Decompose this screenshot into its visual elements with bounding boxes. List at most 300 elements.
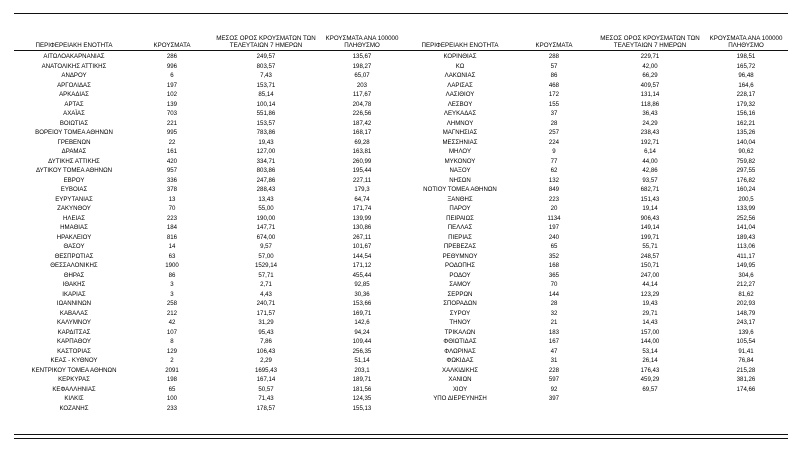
cell-per100k: 130,86 bbox=[352, 224, 372, 231]
cell-avg7: 153,57 bbox=[256, 119, 276, 127]
cell-region: ΕΥΡΥΤΑΝΙΑΣ bbox=[55, 195, 93, 203]
cell-cases: 198 bbox=[166, 376, 178, 383]
cell-region: ΤΡΙΚΑΛΩΝ bbox=[444, 328, 476, 336]
cell-per100k: 101,67 bbox=[352, 243, 372, 250]
cell-per100k: 179,3 bbox=[354, 186, 370, 193]
cell-per100k: 113,06 bbox=[736, 243, 756, 250]
cell-avg7: 100,14 bbox=[256, 100, 276, 108]
cell-cases: 57 bbox=[550, 62, 558, 70]
cell-region: ΑΝΑΤΟΛΙΚΗΣ ΑΤΤΙΚΗΣ bbox=[41, 62, 107, 70]
cell-avg7: 9,57 bbox=[260, 243, 272, 250]
cell-cases: 21 bbox=[550, 319, 558, 326]
cell-avg7: 95,43 bbox=[258, 328, 274, 336]
cell-avg7: 459,29 bbox=[640, 376, 660, 383]
cell-per100k: 174,66 bbox=[736, 385, 756, 393]
cell-cases: 336 bbox=[166, 176, 178, 184]
cell-region: ΓΡΕΒΕΝΩΝ bbox=[57, 138, 91, 146]
cell-per100k: 187,42 bbox=[352, 119, 372, 127]
cell-cases: 37 bbox=[550, 110, 558, 117]
cell-region: ΛΑΣΙΘΙΟΥ bbox=[445, 91, 475, 98]
cell-cases: 2091 bbox=[165, 366, 179, 374]
right-header-region: ΠΕΡΙΦΕΡΕΙΑΚΗ ΕΝΟΤΗΤΑ bbox=[421, 42, 499, 49]
cell-avg7: 1695,43 bbox=[254, 366, 278, 374]
cell-per100k: 156,16 bbox=[736, 110, 756, 117]
cell-cases: 42 bbox=[168, 319, 176, 326]
cell-region: ΜΑΓΝΗΣΙΑΣ bbox=[442, 129, 478, 136]
cell-region: ΦΩΚΙΔΑΣ bbox=[446, 357, 474, 364]
cell-avg7: 19,14 bbox=[642, 205, 658, 212]
cell-region: ΚΕΝΤΡΙΚΟΥ ΤΟΜΕΑ ΑΘΗΝΩΝ bbox=[31, 366, 117, 374]
left-header-region: ΠΕΡΙΦΕΡΕΙΑΚΗ ΕΝΟΤΗΤΑ bbox=[35, 42, 113, 49]
cell-avg7: 55,00 bbox=[258, 205, 274, 212]
cell-per100k: 203,1 bbox=[354, 366, 370, 374]
cell-avg7: 2,29 bbox=[260, 357, 272, 364]
cell-per100k: 153,66 bbox=[352, 300, 372, 307]
cell-region: ΔΥΤΙΚΗΣ ΑΤΤΙΚΗΣ bbox=[48, 157, 100, 165]
cell-avg7: 153,71 bbox=[256, 81, 276, 89]
cell-cases: 288 bbox=[548, 53, 560, 60]
cell-region: ΚΕΑΣ - ΚΥΘΝΟΥ bbox=[50, 357, 98, 364]
cell-per100k: 163,81 bbox=[352, 148, 372, 155]
cell-avg7: 674,00 bbox=[256, 233, 276, 241]
cell-avg7: 118,86 bbox=[640, 100, 660, 108]
cell-avg7: 85,14 bbox=[258, 91, 274, 98]
cell-region: ΝΟΤΙΟΥ ΤΟΜΕΑ ΑΘΗΝΩΝ bbox=[423, 186, 497, 193]
cell-cases: 352 bbox=[548, 252, 560, 260]
cell-cases: 397 bbox=[548, 395, 560, 402]
cell-region: ΚΕΦΑΛΛΗΝΙΑΣ bbox=[52, 385, 96, 393]
cell-avg7: 199,71 bbox=[640, 233, 660, 241]
cell-avg7: 26,14 bbox=[642, 357, 658, 364]
cell-cases: 70 bbox=[168, 205, 176, 212]
cell-per100k: 162,21 bbox=[736, 119, 756, 127]
cell-region: ΕΥΒΟΙΑΣ bbox=[60, 186, 88, 193]
cell-region: ΙΚΑΡΙΑΣ bbox=[62, 290, 86, 298]
cell-per100k: 164,6 bbox=[738, 81, 754, 89]
cell-per100k: 165,72 bbox=[736, 62, 756, 70]
cell-cases: 228 bbox=[548, 366, 560, 374]
cell-avg7: 147,71 bbox=[256, 224, 276, 231]
cell-per100k: 189,43 bbox=[736, 233, 756, 241]
cell-avg7: 6,14 bbox=[644, 148, 656, 155]
cell-region: ΚΟΖΑΝΗΣ bbox=[59, 404, 89, 412]
cell-avg7: 131,14 bbox=[640, 91, 660, 98]
cell-per100k: 141,04 bbox=[736, 224, 756, 231]
cell-avg7: 19,43 bbox=[642, 300, 658, 307]
cell-region: ΖΑΚΥΝΘΟΥ bbox=[57, 205, 91, 212]
cell-avg7: 144,00 bbox=[640, 338, 660, 345]
cell-per100k: 227,11 bbox=[352, 176, 372, 184]
cell-per100k: 155,13 bbox=[352, 404, 372, 412]
cell-per100k: 304,6 bbox=[738, 271, 754, 279]
cell-cases: 597 bbox=[548, 376, 560, 383]
cell-cases: 100 bbox=[166, 395, 178, 402]
cell-region: ΡΟΔΟΥ bbox=[449, 271, 471, 279]
cell-cases: 1134 bbox=[547, 214, 561, 222]
cell-per100k: 297,55 bbox=[736, 167, 756, 174]
cell-region: ΜΥΚΟΝΟΥ bbox=[444, 157, 476, 165]
left-header-cases: ΚΡΟΥΣΜΑΤΑ bbox=[153, 42, 191, 49]
cell-cases: 65 bbox=[168, 385, 176, 393]
cell-avg7: 24,29 bbox=[642, 119, 658, 127]
cell-region: ΔΥΤΙΚΟΥ ΤΟΜΕΑ ΑΘΗΝΩΝ bbox=[35, 167, 113, 174]
cell-per100k: 133,99 bbox=[736, 205, 756, 212]
cell-per100k: 202,93 bbox=[736, 300, 756, 307]
cell-region: ΧΙΟΥ bbox=[452, 385, 468, 393]
cell-cases: 184 bbox=[166, 224, 178, 231]
cell-per100k: 260,99 bbox=[352, 157, 372, 165]
cell-region: ΧΑΝΙΩΝ bbox=[448, 376, 472, 383]
cell-avg7: 13,43 bbox=[258, 195, 274, 203]
cell-cases: 107 bbox=[166, 328, 178, 336]
cell-region: ΚΑΡΠΑΘΟΥ bbox=[57, 338, 91, 345]
cell-region: ΠΙΕΡΙΑΣ bbox=[448, 233, 472, 241]
cell-cases: 6 bbox=[170, 72, 174, 79]
cell-per100k: 243,17 bbox=[736, 319, 756, 326]
cell-cases: 257 bbox=[548, 129, 560, 136]
cell-avg7: 409,57 bbox=[640, 81, 660, 89]
cell-avg7: 240,71 bbox=[256, 300, 276, 307]
cell-cases: 22 bbox=[168, 138, 176, 146]
cell-per100k: 51,14 bbox=[354, 357, 370, 364]
cell-region: ΚΑΣΤΟΡΙΑΣ bbox=[57, 347, 91, 355]
cell-per100k: 64,74 bbox=[354, 195, 370, 203]
cell-cases: 31 bbox=[550, 357, 558, 364]
cell-cases: 2 bbox=[170, 357, 174, 364]
cell-cases: 223 bbox=[548, 195, 560, 203]
left-header-avg7: ΜΕΣΟΣ ΟΡΟΣ ΚΡΟΥΣΜΑΤΩΝ ΤΩΝ ΤΕΛΕΥΤΑΙΩΝ 7 ΗΜΕΡΩΝ bbox=[216, 35, 316, 50]
cell-avg7: 192,71 bbox=[640, 138, 660, 146]
cell-per100k: 149,95 bbox=[736, 262, 756, 269]
cell-avg7: 36,43 bbox=[642, 110, 658, 117]
cell-avg7: 248,57 bbox=[640, 252, 660, 260]
cell-region: ΡΟΔΟΠΗΣ bbox=[445, 262, 475, 269]
cell-region: ΔΡΑΜΑΣ bbox=[61, 148, 87, 155]
cell-avg7: 149,14 bbox=[640, 224, 660, 231]
cell-per100k: 267,11 bbox=[352, 233, 372, 241]
cell-region: ΣΠΟΡΑΔΩΝ bbox=[443, 300, 477, 307]
cell-per100k: 65,07 bbox=[354, 72, 370, 79]
cell-per100k: 90,62 bbox=[738, 148, 754, 155]
cell-per100k: 105,54 bbox=[736, 338, 756, 345]
cell-avg7: 106,43 bbox=[256, 347, 276, 355]
cell-cases: 161 bbox=[166, 148, 178, 155]
cell-avg7: 334,71 bbox=[256, 157, 276, 165]
cell-region: ΑΙΤΩΛΟΑΚΑΡΝΑΝΙΑΣ bbox=[43, 53, 105, 60]
cell-region: ΜΗΛΟΥ bbox=[448, 148, 472, 155]
cell-avg7: 150,71 bbox=[640, 262, 660, 269]
cell-per100k: 198,27 bbox=[352, 62, 372, 70]
cell-cases: 77 bbox=[550, 157, 558, 165]
cell-region: ΡΕΘΥΜΝΟΥ bbox=[442, 252, 478, 260]
cell-region: ΧΑΛΚΙΔΙΚΗΣ bbox=[442, 366, 478, 374]
cell-region: ΑΡΓΟΛΙΔΑΣ bbox=[57, 81, 91, 89]
cell-per100k: 139,99 bbox=[352, 214, 372, 222]
cell-avg7: 57,71 bbox=[258, 271, 274, 279]
cell-region: ΚΩ bbox=[455, 62, 465, 70]
cell-cases: 957 bbox=[166, 167, 178, 174]
cell-region: ΥΠΟ ΔΙΕΡΕΥΝΗΣΗ bbox=[433, 395, 487, 402]
cell-region: ΘΕΣΠΡΩΤΙΑΣ bbox=[54, 252, 94, 260]
cell-avg7: 53,14 bbox=[642, 347, 658, 355]
cell-cases: 20 bbox=[550, 205, 558, 212]
cell-cases: 378 bbox=[166, 186, 178, 193]
cell-cases: 63 bbox=[168, 252, 176, 260]
cell-cases: 286 bbox=[166, 53, 178, 60]
left-header-per100k: ΚΡΟΥΣΜΑΤΑ ΑΝΑ 100000 ΠΛΗΘΥΣΜΟ bbox=[325, 35, 399, 50]
cell-cases: 240 bbox=[548, 233, 560, 241]
cell-avg7: 44,00 bbox=[642, 157, 658, 165]
cell-avg7: 1529,14 bbox=[254, 262, 278, 269]
cell-avg7: 19,43 bbox=[258, 138, 274, 146]
cell-cases: 258 bbox=[166, 300, 178, 307]
cell-avg7: 551,86 bbox=[256, 110, 276, 117]
cell-region: ΠΕΛΛΑΣ bbox=[447, 224, 473, 231]
cell-avg7: 127,00 bbox=[256, 148, 276, 155]
cell-cases: 996 bbox=[166, 62, 178, 70]
cell-per100k: 135,67 bbox=[352, 53, 372, 60]
cell-per100k: 179,32 bbox=[736, 100, 756, 108]
cell-cases: 167 bbox=[548, 338, 560, 345]
cell-avg7: 783,86 bbox=[256, 129, 276, 136]
cell-avg7: 29,71 bbox=[642, 309, 658, 317]
cell-avg7: 229,71 bbox=[640, 53, 660, 60]
cell-per100k: 30,36 bbox=[354, 290, 370, 298]
cell-avg7: 93,57 bbox=[642, 176, 658, 184]
cell-per100k: 203 bbox=[356, 81, 368, 89]
cell-cases: 28 bbox=[550, 119, 558, 127]
cell-cases: 86 bbox=[550, 72, 558, 79]
cell-per100k: 139,6 bbox=[738, 328, 754, 336]
cell-avg7: 71,43 bbox=[258, 395, 274, 402]
cell-per100k: 142,6 bbox=[354, 319, 370, 326]
cell-region: ΜΕΣΣΗΝΙΑΣ bbox=[442, 138, 478, 146]
cell-avg7: 178,57 bbox=[256, 404, 276, 412]
cell-avg7: 42,86 bbox=[642, 167, 658, 174]
cell-per100k: 171,74 bbox=[352, 205, 372, 212]
cell-cases: 86 bbox=[168, 271, 176, 279]
cell-per100k: 198,51 bbox=[736, 53, 756, 60]
cell-region: ΠΑΡΟΥ bbox=[449, 205, 471, 212]
right-header-per100k: ΚΡΟΥΣΜΑΤΑ ΑΝΑ 100000 ΠΛΗΘΥΣΜΟ bbox=[709, 35, 783, 50]
header-rule bbox=[14, 50, 788, 51]
cell-avg7: 7,86 bbox=[260, 338, 272, 345]
cell-per100k: 135,26 bbox=[736, 129, 756, 136]
cell-per100k: 228,17 bbox=[736, 91, 756, 98]
cell-avg7: 69,57 bbox=[642, 385, 658, 393]
cell-cases: 139 bbox=[166, 100, 178, 108]
cell-cases: 223 bbox=[166, 214, 178, 222]
cell-per100k: 212,27 bbox=[736, 281, 756, 288]
cell-per100k: 109,44 bbox=[352, 338, 372, 345]
cell-per100k: 169,71 bbox=[352, 309, 372, 317]
cell-avg7: 238,43 bbox=[640, 129, 660, 136]
cell-avg7: 157,00 bbox=[640, 328, 660, 336]
cell-cases: 14 bbox=[168, 243, 176, 250]
cell-avg7: 247,00 bbox=[640, 271, 660, 279]
cell-region: ΛΑΚΩΝΙΑΣ bbox=[444, 72, 476, 79]
cell-avg7: 167,14 bbox=[256, 376, 276, 383]
cell-cases: 183 bbox=[548, 328, 560, 336]
cell-per100k: 117,67 bbox=[352, 91, 372, 98]
cell-region: ΛΗΜΝΟΥ bbox=[446, 119, 474, 127]
cell-cases: 1900 bbox=[165, 262, 179, 269]
cell-cases: 102 bbox=[166, 91, 178, 98]
cell-region: ΗΡΑΚΛΕΙΟΥ bbox=[56, 233, 92, 241]
cell-region: ΙΘΑΚΗΣ bbox=[62, 281, 86, 288]
cell-per100k: 92,85 bbox=[354, 281, 370, 288]
cell-avg7: 2,71 bbox=[260, 281, 272, 288]
cell-cases: 70 bbox=[550, 281, 558, 288]
cell-per100k: 148,79 bbox=[736, 309, 756, 317]
cell-region: ΑΡΤΑΣ bbox=[64, 100, 84, 108]
cell-avg7: 57,00 bbox=[258, 252, 274, 260]
cell-cases: 221 bbox=[166, 119, 178, 127]
cell-cases: 172 bbox=[548, 91, 560, 98]
cell-avg7: 803,86 bbox=[256, 167, 276, 174]
cell-avg7: 44,14 bbox=[642, 281, 658, 288]
cell-region: ΣΑΜΟΥ bbox=[449, 281, 471, 288]
cell-cases: 129 bbox=[166, 347, 178, 355]
cell-region: ΚΑΛΥΜΝΟΥ bbox=[57, 319, 91, 326]
cell-cases: 65 bbox=[550, 243, 558, 250]
cell-per100k: 252,56 bbox=[736, 214, 756, 222]
cell-region: ΛΕΥΚΑΔΑΣ bbox=[443, 110, 477, 117]
cell-cases: 365 bbox=[548, 271, 560, 279]
cell-region: ΕΒΡΟΥ bbox=[63, 176, 85, 184]
cell-cases: 703 bbox=[166, 110, 178, 117]
cell-avg7: 176,43 bbox=[640, 366, 660, 374]
cell-region: ΠΕΙΡΑΙΩΣ bbox=[446, 214, 474, 222]
cell-per100k: 91,41 bbox=[738, 347, 754, 355]
cell-region: ΣΕΡΡΩΝ bbox=[447, 290, 473, 298]
cell-per100k: 759,82 bbox=[736, 157, 756, 165]
cell-per100k: 455,44 bbox=[352, 271, 372, 279]
cell-region: ΗΜΑΘΙΑΣ bbox=[60, 224, 88, 231]
cell-region: ΞΑΝΘΗΣ bbox=[447, 195, 473, 203]
cell-per100k: 381,26 bbox=[736, 376, 756, 383]
cell-cases: 9 bbox=[552, 148, 556, 155]
cell-avg7: 288,43 bbox=[256, 186, 276, 193]
cell-avg7: 906,43 bbox=[640, 214, 660, 222]
cell-cases: 62 bbox=[550, 167, 558, 174]
cell-region: ΦΛΩΡΙΝΑΣ bbox=[444, 347, 476, 355]
cell-cases: 132 bbox=[548, 176, 560, 184]
cell-region: ΛΑΡΙΣΑΣ bbox=[447, 81, 473, 89]
cell-region: ΙΩΑΝΝΙΝΩΝ bbox=[56, 300, 92, 307]
cell-avg7: 190,00 bbox=[256, 214, 276, 222]
cell-avg7: 7,43 bbox=[260, 72, 272, 79]
cell-avg7: 249,57 bbox=[256, 53, 276, 60]
cell-region: ΑΡΚΑΔΙΑΣ bbox=[59, 91, 89, 98]
cell-cases: 197 bbox=[166, 81, 178, 89]
cell-per100k: 215,28 bbox=[736, 366, 756, 374]
cell-region: ΘΗΡΑΣ bbox=[63, 271, 85, 279]
cell-region: ΝΑΞΟΥ bbox=[449, 167, 471, 174]
cell-avg7: 247,86 bbox=[256, 176, 276, 184]
cell-cases: 47 bbox=[550, 347, 558, 355]
cell-cases: 224 bbox=[548, 138, 560, 146]
cell-region: ΚΑΒΑΛΑΣ bbox=[59, 309, 89, 317]
cell-avg7: 123,29 bbox=[640, 290, 660, 298]
cell-cases: 32 bbox=[550, 309, 558, 317]
cell-region: ΗΛΕΙΑΣ bbox=[62, 214, 86, 222]
cell-cases: 3 bbox=[170, 281, 174, 288]
cell-region: ΒΟΡΕΙΟΥ ΤΟΜΕΑ ΑΘΗΝΩΝ bbox=[35, 129, 113, 136]
cell-per100k: 140,04 bbox=[736, 138, 756, 146]
cell-cases: 168 bbox=[548, 262, 560, 269]
cell-per100k: 76,84 bbox=[738, 357, 754, 364]
cell-avg7: 50,57 bbox=[258, 385, 274, 393]
cell-avg7: 682,71 bbox=[640, 186, 660, 193]
cell-cases: 13 bbox=[168, 195, 176, 203]
cell-cases: 155 bbox=[548, 100, 560, 108]
cell-region: ΒΟΙΩΤΙΑΣ bbox=[59, 119, 89, 127]
cell-per100k: 171,12 bbox=[352, 262, 372, 269]
cell-avg7: 14,43 bbox=[642, 319, 658, 326]
cell-per100k: 176,82 bbox=[736, 176, 756, 184]
cell-cases: 212 bbox=[166, 309, 178, 317]
cell-per100k: 411,17 bbox=[736, 252, 756, 260]
cell-region: ΚΕΡΚΥΡΑΣ bbox=[58, 376, 90, 383]
cell-region: ΝΗΣΩΝ bbox=[449, 176, 471, 184]
cell-avg7: 171,57 bbox=[256, 309, 276, 317]
cell-per100k: 94,24 bbox=[354, 328, 370, 336]
cell-per100k: 69,28 bbox=[354, 138, 370, 146]
cell-cases: 468 bbox=[548, 81, 560, 89]
cell-per100k: 256,35 bbox=[352, 347, 372, 355]
cell-cases: 197 bbox=[548, 224, 560, 231]
cell-per100k: 195,44 bbox=[352, 167, 372, 174]
cell-cases: 233 bbox=[166, 404, 178, 412]
cell-per100k: 226,56 bbox=[352, 110, 372, 117]
cell-avg7: 803,57 bbox=[256, 62, 276, 70]
cell-per100k: 124,35 bbox=[352, 395, 372, 402]
cell-cases: 144 bbox=[548, 290, 560, 298]
cell-cases: 28 bbox=[550, 300, 558, 307]
cell-cases: 420 bbox=[166, 157, 178, 165]
bottom-rule bbox=[14, 434, 788, 435]
cell-region: ΘΕΣΣΑΛΟΝΙΚΗΣ bbox=[50, 262, 98, 269]
cell-cases: 995 bbox=[166, 129, 178, 136]
cell-region: ΛΕΣΒΟΥ bbox=[447, 100, 473, 108]
cell-region: ΤΗΝΟΥ bbox=[449, 319, 471, 326]
cell-avg7: 42,00 bbox=[642, 62, 658, 70]
bottom-rule-double bbox=[14, 438, 788, 439]
cell-cases: 849 bbox=[548, 186, 560, 193]
cell-region: ΣΥΡΟΥ bbox=[449, 309, 471, 317]
cell-avg7: 151,43 bbox=[640, 195, 660, 203]
cell-region: ΑΧΑΪΑΣ bbox=[63, 110, 85, 117]
cell-avg7: 31,29 bbox=[258, 319, 274, 326]
cell-cases: 92 bbox=[550, 385, 558, 393]
cell-region: ΚΑΡΔΙΤΣΑΣ bbox=[57, 328, 91, 336]
cell-cases: 816 bbox=[166, 233, 178, 241]
cell-avg7: 4,43 bbox=[260, 290, 272, 298]
cell-per100k: 168,17 bbox=[352, 129, 372, 136]
cell-cases: 3 bbox=[170, 290, 174, 298]
cell-avg7: 66,29 bbox=[642, 72, 658, 79]
top-rule bbox=[14, 13, 788, 14]
cell-region: ΘΑΣΟΥ bbox=[63, 243, 85, 250]
cell-region: ΚΙΛΚΙΣ bbox=[64, 395, 84, 402]
cell-per100k: 96,48 bbox=[738, 72, 754, 79]
cell-cases: 8 bbox=[170, 338, 174, 345]
cell-per100k: 204,78 bbox=[352, 100, 372, 108]
cell-region: ΠΡΕΒΕΖΑΣ bbox=[443, 243, 477, 250]
cell-per100k: 181,56 bbox=[352, 385, 372, 393]
cell-region: ΑΝΔΡΟΥ bbox=[61, 72, 87, 79]
